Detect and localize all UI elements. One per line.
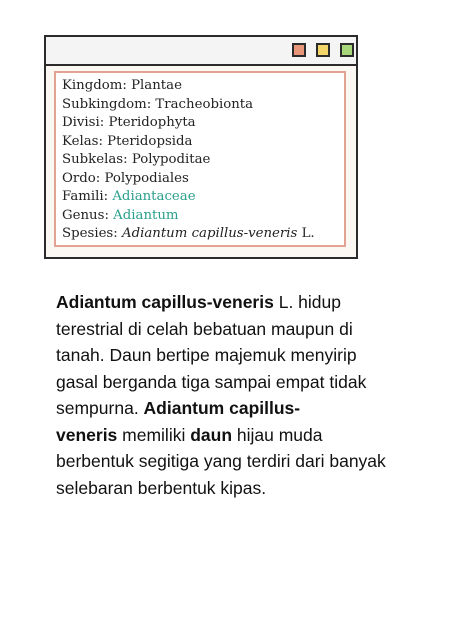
paragraph-line: tanah. Daun bertipe majemuk menyirip <box>56 345 357 365</box>
taxonomy-label: Kingdom: <box>62 78 132 93</box>
close-icon[interactable] <box>292 43 306 57</box>
paragraph-text: sempurna. <box>56 398 144 418</box>
description-paragraph <box>56 289 416 501</box>
paragraph-text: memiliki <box>117 424 191 445</box>
window-titlebar <box>46 37 356 66</box>
taxonomy-label: Spesies: <box>62 226 122 241</box>
taxonomy-row-divisi <box>62 114 344 133</box>
paragraph-line <box>56 422 416 449</box>
taxonomy-value: Plantae <box>131 78 182 93</box>
famili-link[interactable]: Adiantaceae <box>112 189 196 204</box>
keyword-daun: daun <box>190 424 233 445</box>
paragraph-line: terestrial di celah bebatuan maupun di <box>56 318 353 339</box>
taxonomy-label: Famili: <box>62 189 113 204</box>
paragraph-line: gasal berganda tiga sampai empat tidak <box>56 371 367 392</box>
taxonomy-value: Polypoditae <box>131 152 211 167</box>
taxonomy-author: L. <box>297 226 315 241</box>
maximize-icon[interactable] <box>340 43 354 57</box>
taxonomy-row-spesies <box>62 225 344 244</box>
taxonomy-label: Kelas: <box>62 133 108 149</box>
taxonomy-row-subkingdom <box>62 96 344 115</box>
taxonomy-label: Divisi: <box>62 115 109 130</box>
species-name: Adiantum capillus-veneris <box>56 292 274 312</box>
taxonomy-value: Pteridophyta <box>108 115 196 130</box>
taxonomy-panel <box>54 71 346 247</box>
taxonomy-label: Subkelas: <box>62 152 132 167</box>
taxonomy-value: Adiantum capillus-veneris <box>121 226 298 241</box>
minimize-icon[interactable] <box>316 43 330 57</box>
paragraph-line <box>56 395 416 422</box>
taxonomy-value: Tracheobionta <box>155 96 254 112</box>
species-name: veneris <box>56 424 118 445</box>
paragraph-line: selebaran berbentuk kipas. <box>56 477 267 498</box>
taxonomy-window <box>44 35 358 259</box>
taxonomy-row-kingdom <box>62 77 344 96</box>
taxonomy-value: Polypodiales <box>104 170 189 186</box>
paragraph-text: hijau muda <box>232 424 323 445</box>
taxonomy-row-kelas <box>62 133 344 152</box>
taxonomy-row-ordo <box>62 170 344 189</box>
taxonomy-row-famili <box>62 188 344 207</box>
taxonomy-row-subkelas <box>62 151 344 170</box>
taxonomy-row-genus <box>62 207 344 226</box>
genus-link[interactable]: Adiantum <box>113 207 179 223</box>
paragraph-line <box>56 289 416 316</box>
taxonomy-value: Pteridopsida <box>107 133 193 149</box>
taxonomy-label: Ordo: <box>62 170 105 186</box>
paragraph-text: L. hidup <box>273 292 341 312</box>
species-name: Adiantum capillus- <box>143 398 301 418</box>
taxonomy-label: Subkingdom: <box>62 96 156 112</box>
paragraph-line: berbentuk segitiga yang terdiri dari banyak <box>56 451 386 471</box>
taxonomy-label: Genus: <box>62 207 114 223</box>
